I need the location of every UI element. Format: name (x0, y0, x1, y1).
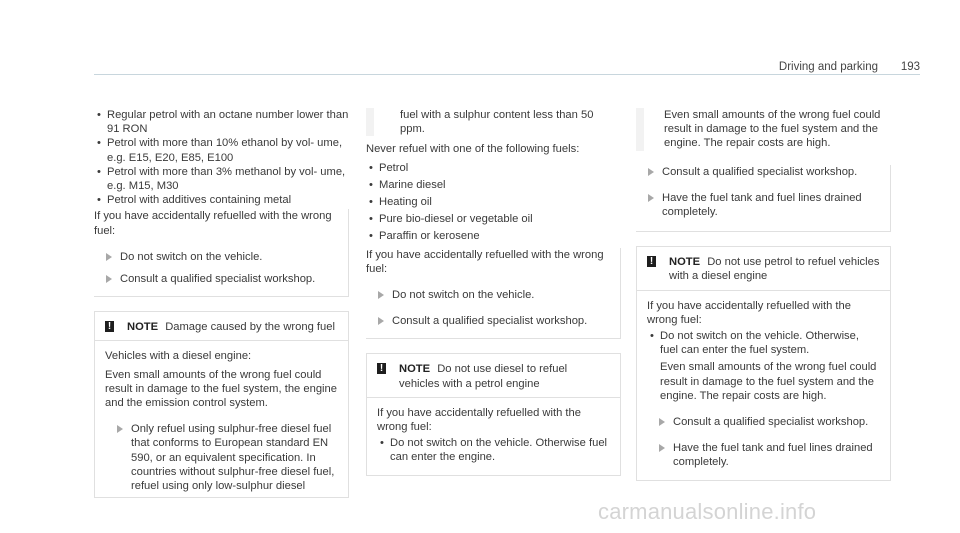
note-body (367, 398, 620, 475)
arrow-icon (648, 168, 654, 176)
page-number: 193 (900, 61, 920, 73)
note-body (95, 341, 348, 497)
step: Have the fuel tank and fuel lines drained completely. (647, 441, 880, 469)
note-header (367, 354, 620, 397)
if-refuelled-text: If you have accidentally refuelled with the wrong fuel: (366, 248, 604, 275)
arrow-icon (378, 291, 384, 299)
unsuitable-fuels-list (94, 108, 349, 207)
note-box (366, 353, 621, 475)
list-item: • Petrol with more than 3% methanol by vol- ume, e.g. M15, M30 (94, 165, 349, 193)
note-box (94, 311, 349, 498)
arrow-icon (106, 275, 112, 283)
step: Only refuel using sulphur-free diesel fuel that conforms to European standard EN 590, or an equivalent specification. In countries without sulphur-free diesel fuel, refuel using only low-sulphur diesel (105, 422, 338, 493)
step: Consult a qualified specialist workshop. (636, 165, 882, 179)
warning-icon: ! (647, 256, 656, 267)
continued-text: fuel with a sulphur content less than 50 ppm. (366, 108, 621, 136)
warning-icon: ! (105, 321, 114, 332)
note-text: Even small amounts of the wrong fuel could result in damage to the fuel system and the engine. The repair costs are high. (660, 361, 877, 402)
list-item: • Regular petrol with an octane number lower than 91 RON (94, 108, 349, 136)
if-refuelled-text: If you have accidentally refuelled with the wrong fuel: (94, 210, 332, 237)
note-label: NOTE (127, 321, 159, 334)
column-3 (636, 108, 891, 481)
wrong-fuel-box (94, 209, 349, 297)
steps-box (636, 165, 891, 233)
note-header (95, 312, 348, 341)
note-title: Damage caused by the wrong fuel (165, 321, 335, 334)
note-title: Do not use petrol to refuel vehicles with a diesel engine (669, 256, 880, 283)
list-item: • Do not switch on the vehicle. Otherwise, fuel can enter the fuel system. (647, 329, 880, 357)
never-refuel-text: Never refuel with one of the following fuels: (366, 143, 580, 156)
wrong-fuel-box (366, 248, 621, 340)
arrow-icon (659, 444, 665, 452)
arrow-icon (648, 194, 654, 202)
list-item: • Heating oil (366, 195, 621, 209)
list-item: • Petrol with more than 10% ethanol by vol- ume, e.g. E15, E20, E85, E100 (94, 136, 349, 164)
list-item: • Petrol (366, 161, 621, 175)
step: Have the fuel tank and fuel lines drained completely. (636, 191, 882, 219)
list-item: • Pure bio-diesel or vegetable oil (366, 212, 621, 226)
step: Consult a qualified specialist workshop. (94, 272, 340, 286)
column-2 (366, 108, 621, 476)
note-text: If you have accidentally refuelled with the wrong fuel: (647, 299, 851, 326)
arrow-icon (378, 317, 384, 325)
step: Do not switch on the vehicle. (366, 288, 612, 302)
list-item: • Do not switch on the vehicle. Otherwise fuel can enter the engine. (377, 436, 610, 464)
forbidden-fuels-list (366, 161, 621, 244)
note-label: NOTE (669, 256, 701, 269)
note-title: Do not use diesel to refuel vehicles with a petrol engine (399, 363, 568, 390)
step: Do not switch on the vehicle. (94, 250, 340, 264)
note-body (637, 291, 890, 480)
list-item: • Petrol with additives containing metal (94, 193, 349, 207)
note-label: NOTE (399, 363, 431, 376)
note-list (377, 436, 610, 464)
note-text: Even small amounts of the wrong fuel could result in damage to the fuel system, the engine and the emission control system. (105, 368, 337, 410)
continued-text: Even small amounts of the wrong fuel could result in damage to the fuel system and the engine. The repair costs are high. (636, 108, 891, 151)
list-item: • Paraffin or kerosene (366, 229, 621, 243)
warning-icon: ! (377, 363, 386, 374)
list-item: • Marine diesel (366, 178, 621, 192)
watermark: carmanualsonline.info (598, 499, 817, 524)
note-header (637, 247, 890, 290)
step: Consult a qualified specialist workshop. (366, 314, 612, 328)
note-box (636, 246, 891, 480)
arrow-icon (659, 418, 665, 426)
note-text: Vehicles with a diesel engine: (105, 350, 252, 363)
arrow-icon (106, 253, 112, 261)
column-1 (94, 108, 349, 498)
note-text: If you have accidentally refuelled with the wrong fuel: (377, 406, 581, 434)
note-list (647, 329, 880, 357)
section-title: Driving and parking (778, 61, 878, 73)
arrow-icon (117, 425, 123, 433)
step: Consult a qualified specialist workshop. (647, 415, 880, 429)
